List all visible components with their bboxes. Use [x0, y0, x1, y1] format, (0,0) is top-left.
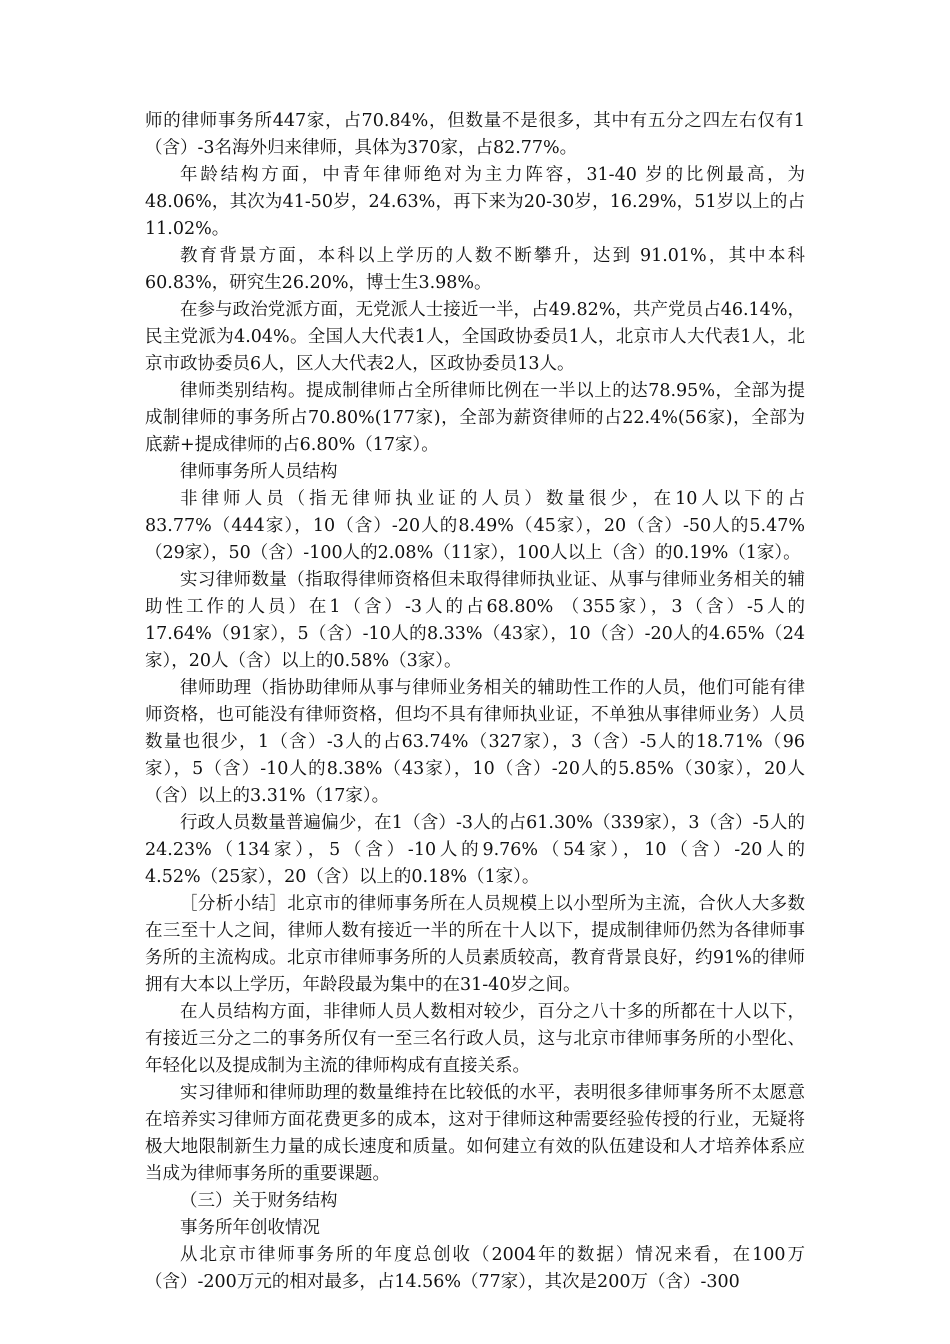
paragraph-non-lawyer-staff: 非律师人员（指无律师执业证的人员）数量很少，在10人以下的占83.77%（444家），10（含）-20人的8.49%（45家），20（含）-50人的5.47% （29家），50（含）-100人的2.08%（11家），100人以上（含）的0.19%（1家）。 [145, 489, 805, 563]
document-body [145, 108, 805, 1296]
paragraph-annual-revenue: 从北京市律师事务所的年度总创收（2004年的数据）情况来看，在100万（含）-200万元的相对最多，占14.56%（77家），其次是200万（含）-300 [145, 1245, 805, 1292]
paragraph-age-structure: 年龄结构方面，中青年律师绝对为主力阵容，31-40 岁的比例最高，为48.06%，其次为41-50岁，24.63%，再下来为20-30岁，16.29%，51岁以上的占11.02%。 [145, 165, 805, 239]
paragraph-education: 教育背景方面，本科以上学历的人数不断攀升，达到 91.01%，其中本科60.83%，研究生26.20%，博士生3.98%。 [145, 246, 805, 293]
paragraph-admin-staff: 行政人员数量普遍偏少，在1（含）-3人的占61.30%（339家），3（含）-5人的24.23%（134家），5（含）-10人的9.76%（54家），10（含）-20人的4.52%（25家），20（含）以上的0.18%（1家）。 [145, 813, 805, 887]
section-heading-finance: （三）关于财务结构 [180, 1191, 338, 1211]
paragraph-training-analysis: 实习律师和律师助理的数量维持在比较低的水平，表明很多律师事务所不太愿意在培养实习律师方面花费更多的成本，这对于律师这种需要经验传授的行业，无疑将极大地限制新生力量的成长速度和质量。如何建立有效的队伍建设和人才培养体系应当成为律师事务所的重要课题。 [145, 1083, 805, 1184]
paragraph-overseas-lawyers: 师的律师事务所447家，占70.84%，但数量不是很多，其中有五分之四左右仅有1（含）-3名海外归来律师，具体为370家，占82.77%。 [145, 111, 805, 158]
paragraph-lawyer-assistants: 律师助理（指协助律师从事与律师业务相关的辅助性工作的人员，他们可能有律师资格，也可能没有律师资格，但均不具有律师执业证，不单独从事律师业务）人员数量也很少，1（含）-3人的占63.74%（327家），3（含）-5人的18.71%（96家），5（含）-10人的8.38%（43家），10（含）-20人的5.85%（30家），20人（含）以上的3.31%（17家）。 [145, 678, 805, 806]
paragraph-political-affiliation: 在参与政治党派方面，无党派人士接近一半，占49.82%，共产党员占46.14%，民主党派为4.04%。全国人大代表1人，全国政协委员1人，北京市人大代表1人，北京市政协委员6人，区人大代表2人，区政协委员13人。 [145, 300, 805, 374]
paragraph-staff-analysis: 在人员结构方面，非律师人员人数相对较少，百分之八十多的所都在十人以下，有接近三分之二的事务所仅有一至三名行政人员，这与北京市律师事务所的小型化、年轻化以及提成制为主流的律师构成有直接关系。 [145, 1002, 805, 1076]
paragraph-lawyer-category: 律师类别结构。提成制律师占全所律师比例在一半以上的达78.95%，全部为提成制律师的事务所占70.80%(177家)，全部为薪资律师的占22.4%(56家)，全部为底薪+提成律师的占6.80%（17家）。 [145, 381, 805, 455]
subheading-staff-structure: 律师事务所人员结构 [180, 462, 338, 482]
paragraph-analysis-summary: ［分析小结］北京市的律师事务所在人员规模上以小型所为主流，合伙人大多数在三至十人之间，律师人数有接近一半的所在十人以下，提成制律师仍然为各律师事务所的主流构成。北京市律师事务所的人员素质较高，教育背景良好，约91%的律师拥有大本以上学历，年龄段最为集中的在31-40岁之间。 [145, 894, 805, 995]
subheading-annual-revenue: 事务所年创收情况 [180, 1218, 320, 1238]
paragraph-intern-lawyers: 实习律师数量（指取得律师资格但未取得律师执业证、从事与律师业务相关的辅助性工作的人员）在1（含）-3人的占68.80% （355家），3（含）-5人的17.64%（91家），5（含）-10人的8.33%（43家），10（含）-20人的4.65%（24家），20人（含）以上的0.58%（3家）。 [145, 570, 805, 671]
